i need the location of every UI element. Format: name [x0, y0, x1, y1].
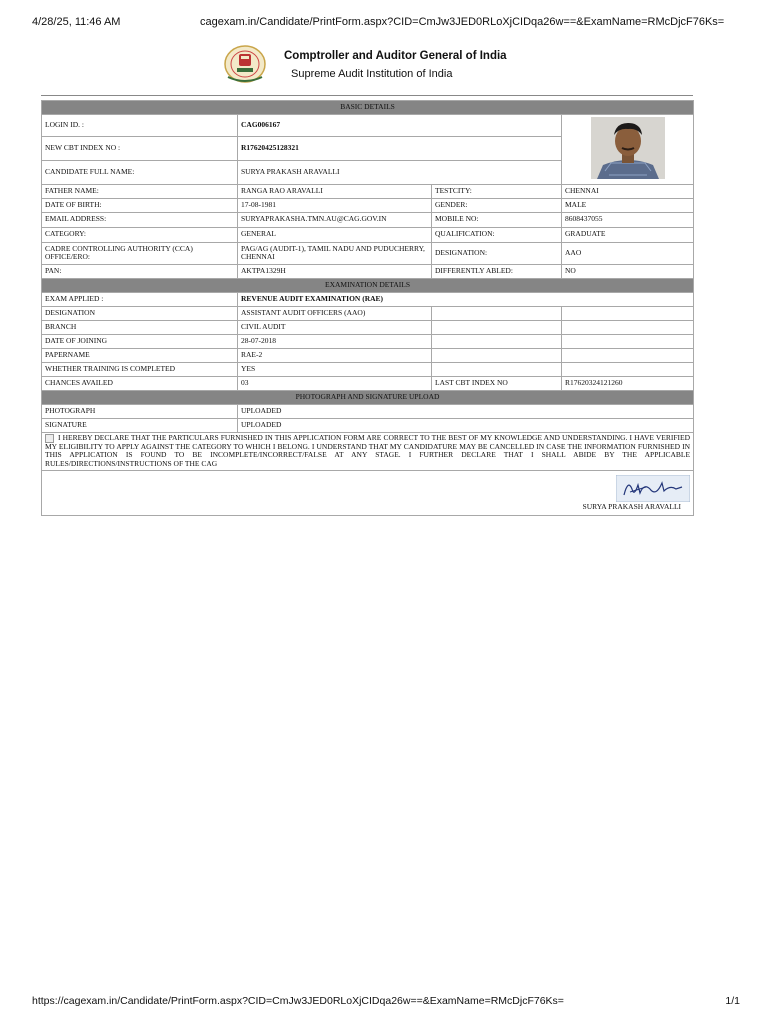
candidate-photo — [591, 117, 665, 179]
login-id-label: LOGIN ID. : — [42, 115, 238, 137]
testcity-label: TESTCITY: — [432, 184, 562, 198]
papername-label: PAPERNAME — [42, 348, 238, 362]
application-form — [41, 100, 694, 516]
email-value: SURYAPRAKASHA.TMN.AU@CAG.GOV.IN — [238, 212, 432, 227]
branch-label: BRANCH — [42, 320, 238, 334]
org-subtitle: Supreme Audit Institution of India — [291, 68, 453, 80]
category-label: CATEGORY: — [42, 227, 238, 242]
chances-value: 03 — [238, 376, 432, 390]
full-name-value: SURYA PRAKASH ARAVALLI — [238, 161, 562, 184]
mobile-value: 8608437055 — [562, 212, 694, 227]
gender-value: MALE — [562, 198, 694, 212]
photo-upload-value: UPLOADED — [238, 404, 694, 418]
signature-block — [42, 470, 694, 515]
sig-upload-label: SIGNATURE — [42, 418, 238, 432]
cca-value: PAG/AG (AUDIT-1), TAMIL NADU AND PUDUCHERRY, CHENNAI — [238, 242, 432, 264]
pan-value: AKTPA1329H — [238, 264, 432, 278]
exam-applied-label: EXAM APPLIED : — [42, 292, 238, 306]
differently-abled-value: NO — [562, 264, 694, 278]
header-divider — [41, 95, 693, 96]
exam-applied-value: REVENUE AUDIT EXAMINATION (RAE) — [238, 292, 694, 306]
print-datetime: 4/28/25, 11:46 AM — [32, 16, 121, 28]
cbt-index-label: NEW CBT INDEX NO : — [42, 137, 238, 161]
declaration-text: I HEREBY DECLARE THAT THE PARTICULARS FURNISHED IN THIS APPLICATION FORM ARE CORRECT TO THE BEST OF MY KNOWLEDGE AND UNDERSTANDING. I HAVE VERIFIED MY ELIGIBILITY TO APPLY AGAINST THE CATEGORY TO WHICH I BELONG. I UNDERSTAND THAT MY CANDIDATURE MAY BE CANCELLED IN CASE THE INFORMATION FURNISHED IN THIS APPLICATION IS FOUND TO BE INCOMPLETE/INCORRECT/FALSE AT ANY STAGE. I FURTHER DECLARE THAT I SHALL ABIDE BY THE APPLICABLE RULES/DIRECTIONS/INSTRUCTIONS OF THE CAG — [45, 432, 691, 468]
signature-name: SURYA PRAKASH ARAVALLI — [582, 501, 682, 511]
training-label: WHETHER TRAINING IS COMPLETED — [42, 362, 238, 376]
category-value: GENERAL — [238, 227, 432, 242]
papername-value: RAE-2 — [238, 348, 432, 362]
training-value: YES — [238, 362, 432, 376]
chances-label: CHANCES AVAILED — [42, 376, 238, 390]
exam-designation-label: DESIGNATION — [42, 306, 238, 320]
last-cbt-label: LAST CBT INDEX NO — [432, 376, 562, 390]
cca-label: CADRE CONTROLLING AUTHORITY (CCA) OFFICE/ERO: — [42, 242, 238, 264]
login-id-value: CAG006167 — [238, 115, 562, 137]
designation-label: DESIGNATION: — [432, 242, 562, 264]
print-url: cagexam.in/Candidate/PrintForm.aspx?CID=CmJw3JED0RLoXjCIDqa26w==&ExamName=RMcDjcF76Ks= — [200, 16, 725, 28]
declaration — [42, 432, 694, 470]
dob-value: 17-08-1981 — [238, 198, 432, 212]
designation-value: AAO — [562, 242, 694, 264]
doj-label: DATE OF JOINING — [42, 334, 238, 348]
photo-upload-label: PHOTOGRAPH — [42, 404, 238, 418]
gender-label: GENDER: — [432, 198, 562, 212]
dob-label: DATE OF BIRTH: — [42, 198, 238, 212]
testcity-value: CHENNAI — [562, 184, 694, 198]
candidate-photo-cell — [562, 115, 694, 185]
footer-url: https://cagexam.in/Candidate/PrintForm.aspx?CID=CmJw3JED0RLoXjCIDqa26w==&ExamName=RMcDjcF76Ks= — [32, 995, 564, 1007]
org-name: Comptroller and Auditor General of India — [284, 50, 507, 62]
qualification-label: QUALIFICATION: — [432, 227, 562, 242]
section-upload: PHOTOGRAPH AND SIGNATURE UPLOAD — [42, 390, 694, 404]
section-basic-details: BASIC DETAILS — [42, 101, 694, 115]
full-name-label: CANDIDATE FULL NAME: — [42, 161, 238, 184]
last-cbt-value: R17620324121260 — [562, 376, 694, 390]
father-name-label: FATHER NAME: — [42, 184, 238, 198]
branch-value: CIVIL AUDIT — [238, 320, 432, 334]
candidate-signature — [616, 475, 690, 502]
doj-value: 28-07-2018 — [238, 334, 432, 348]
email-label: EMAIL ADDRESS: — [42, 212, 238, 227]
father-name-value: RANGA RAO ARAVALLI — [238, 184, 432, 198]
page-number: 1/1 — [725, 995, 740, 1007]
exam-designation-value: ASSISTANT AUDIT OFFICERS (AAO) — [238, 306, 432, 320]
sig-upload-value: UPLOADED — [238, 418, 694, 432]
mobile-label: MOBILE NO: — [432, 212, 562, 227]
differently-abled-label: DIFFERENTLY ABLED: — [432, 264, 562, 278]
qualification-value: GRADUATE — [562, 227, 694, 242]
pan-label: PAN: — [42, 264, 238, 278]
section-exam-details: EXAMINATION DETAILS — [42, 278, 694, 292]
org-header — [222, 44, 522, 88]
cbt-index-value: R17620425128321 — [238, 137, 562, 161]
cag-emblem-icon — [222, 44, 268, 86]
